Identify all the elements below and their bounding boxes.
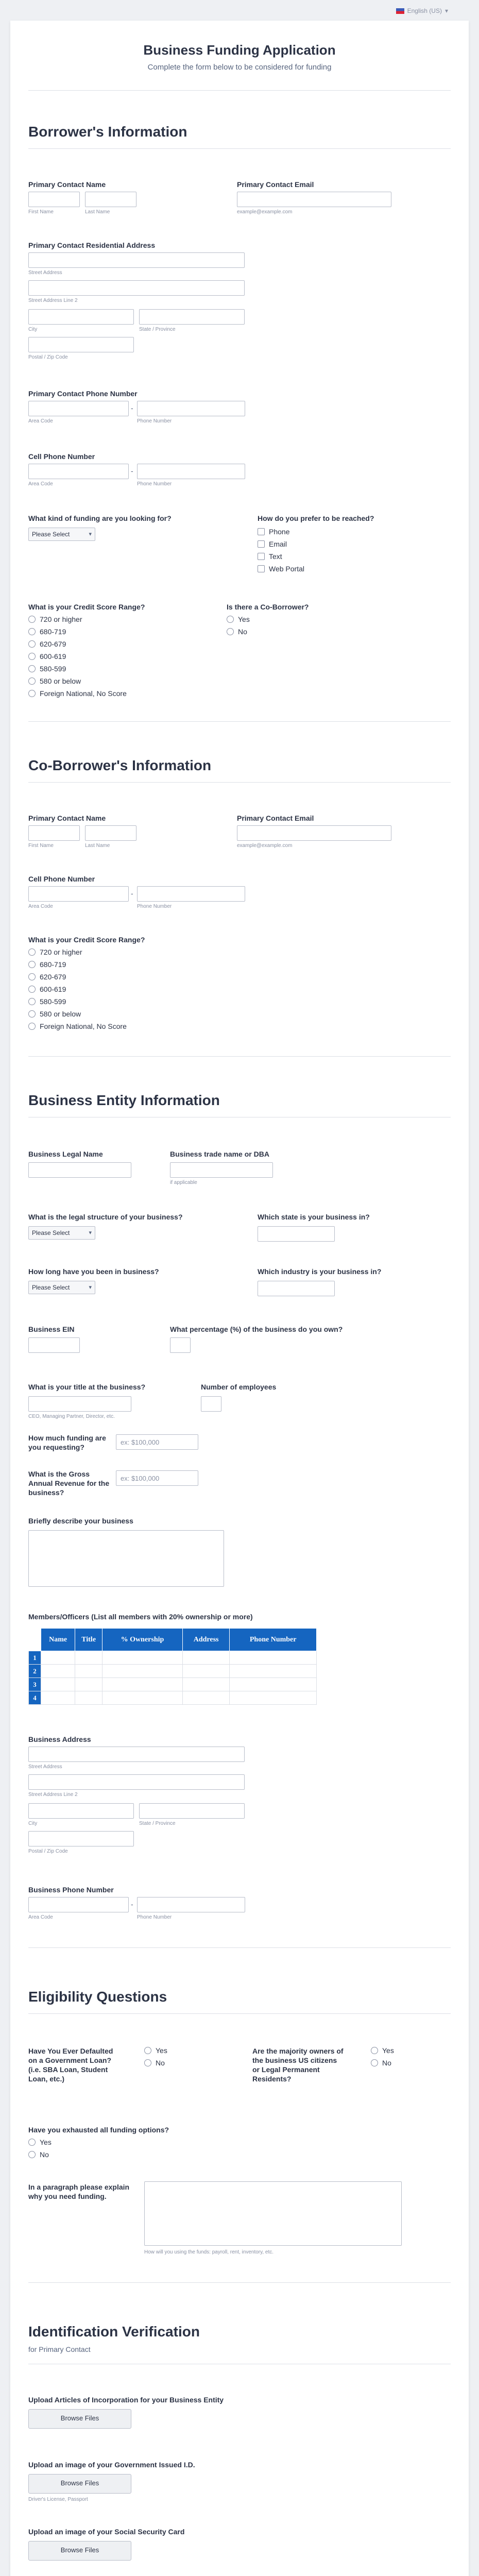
table-cell[interactable]	[41, 1665, 75, 1678]
city-sublabel: City	[28, 1821, 38, 1826]
column-header: Title	[75, 1629, 102, 1651]
primary-contact-name-label: Primary Contact Name	[28, 180, 106, 189]
divider	[28, 721, 451, 722]
dba-label: Business trade name or DBA	[170, 1150, 269, 1158]
row-number: 4	[29, 1691, 41, 1705]
radio[interactable]	[28, 690, 36, 697]
articles-label: Upload Articles of Incorporation for your Business Entity	[28, 2396, 224, 2404]
employees-input[interactable]	[201, 1396, 221, 1412]
business-zip-input[interactable]	[28, 1831, 134, 1846]
browse-id-button[interactable]: Browse Files	[28, 2474, 131, 2494]
radio[interactable]	[144, 2047, 151, 2054]
ein-label: Business EIN	[28, 1325, 75, 1333]
explain-label: In a paragraph please explain why you need funding.	[28, 2183, 130, 2200]
radio[interactable]	[28, 616, 36, 623]
credit-option[interactable]: 580-599	[28, 997, 66, 1006]
title-sublabel: CEO, Managing Partner, Director, etc.	[28, 1414, 115, 1419]
members-table	[28, 1628, 317, 1705]
coborrower-first-name-input[interactable]	[28, 825, 80, 841]
table-cell[interactable]	[182, 1651, 230, 1665]
radio[interactable]	[371, 2059, 378, 2066]
browse-articles-button[interactable]: Browse Files	[28, 2409, 131, 2429]
coborrower-option[interactable]: Yes	[227, 615, 250, 623]
street-address-2-sublabel: Street Address Line 2	[28, 1792, 78, 1798]
table-cell[interactable]	[230, 1651, 317, 1665]
defaulted-option[interactable]: No	[144, 2059, 165, 2067]
column-header: % Ownership	[102, 1629, 183, 1651]
structure-label: What is the legal structure of your business?	[28, 1213, 183, 1221]
area-code-sublabel: Area Code	[28, 904, 53, 909]
divider	[28, 2013, 451, 2014]
business-street-input[interactable]	[28, 1747, 245, 1762]
funding-kind-select[interactable]: Please Select ▾	[28, 528, 95, 541]
checkbox[interactable]	[258, 528, 265, 535]
business-state-label: Which state is your business in?	[258, 1213, 370, 1221]
form-title: Business Funding Application	[143, 42, 336, 58]
phone-label: Primary Contact Phone Number	[28, 389, 138, 398]
table-cell[interactable]	[102, 1651, 183, 1665]
eligibility-section-title: Eligibility Questions	[28, 1989, 167, 2005]
table-cell[interactable]	[230, 1665, 317, 1678]
coborrower-section-title: Co-Borrower's Information	[28, 757, 212, 773]
email-input[interactable]	[237, 192, 391, 207]
citizens-label: Are the majority owners of the business US citizens or Legal Permanent Residents?	[252, 2047, 344, 2083]
funding-amount-input[interactable]: ex: $100,000	[116, 1434, 198, 1450]
credit-option[interactable]: 680-719	[28, 628, 66, 636]
phone-dash: -	[131, 1900, 133, 1908]
ssn-label: Upload an image of your Social Security Card	[28, 2528, 185, 2536]
industry-label: Which industry is your business in?	[258, 1267, 382, 1276]
area-code-input[interactable]	[28, 401, 129, 416]
gov-id-label: Upload an image of your Government Issued I.D.	[28, 2461, 195, 2469]
reach-option[interactable]: Web Portal	[258, 565, 304, 573]
radio[interactable]	[28, 973, 36, 980]
gov-id-sublabel: Driver's License, Passport	[28, 2497, 88, 2502]
coborrower-label: Is there a Co-Borrower?	[227, 603, 309, 611]
credit-option[interactable]: Foreign National, No Score	[28, 1022, 127, 1030]
state-sublabel: State / Province	[139, 327, 176, 332]
credit-option[interactable]: 600-619	[28, 985, 66, 993]
language-selector[interactable]	[396, 7, 448, 14]
funding-amount-label: How much funding are you requesting?	[28, 1434, 106, 1451]
radio[interactable]	[144, 2059, 151, 2066]
credit-option[interactable]: 580 or below	[28, 677, 81, 685]
row-number: 2	[29, 1665, 41, 1678]
credit-option[interactable]: 680-719	[28, 960, 66, 969]
table-cell[interactable]	[41, 1678, 75, 1691]
table-row	[29, 1678, 317, 1691]
radio[interactable]	[28, 1023, 36, 1030]
email-sublabel: example@example.com	[237, 843, 293, 849]
radio[interactable]	[371, 2047, 378, 2054]
city-sublabel: City	[28, 327, 38, 332]
divider	[28, 90, 451, 91]
credit-option[interactable]: 600-619	[28, 652, 66, 660]
column-header: Address	[182, 1629, 230, 1651]
industry-input[interactable]	[258, 1281, 335, 1296]
last-name-sublabel: Last Name	[85, 209, 110, 215]
chevron-down-icon: ▾	[444, 7, 448, 14]
street-address-input[interactable]	[28, 252, 245, 268]
checkbox[interactable]	[258, 553, 265, 560]
years-select[interactable]: Please Select ▾	[28, 1281, 95, 1294]
table-cell[interactable]	[102, 1678, 183, 1691]
ein-input[interactable]	[28, 1337, 80, 1353]
radio[interactable]	[28, 2139, 36, 2146]
exhausted-option[interactable]: No	[28, 2150, 49, 2159]
application-form	[10, 21, 469, 2576]
exhausted-label: Have you exhausted all funding options?	[28, 2126, 169, 2134]
table-cell[interactable]	[41, 1651, 75, 1665]
cell-phone-label: Cell Phone Number	[28, 452, 95, 461]
employees-label: Number of employees	[201, 1383, 277, 1391]
zip-input[interactable]	[28, 337, 134, 352]
defaulted-label: Have You Ever Defaulted on a Government Loan? (i.e. SBA Loan, Student Loan, etc.)	[28, 2047, 113, 2083]
radio[interactable]	[28, 2151, 36, 2158]
area-code-sublabel: Area Code	[28, 418, 53, 424]
years-label: How long have you been in business?	[28, 1267, 159, 1276]
phone-number-sublabel: Phone Number	[137, 481, 172, 487]
citizens-option[interactable]: No	[371, 2059, 391, 2067]
radio[interactable]	[227, 628, 234, 635]
members-label: Members/Officers (List all members with 20% ownership or more)	[28, 1613, 253, 1621]
business-address-label: Business Address	[28, 1735, 91, 1743]
row-number: 3	[29, 1678, 41, 1691]
coborrower-name-label: Primary Contact Name	[28, 814, 106, 822]
credit-option[interactable]: 720 or higher	[28, 615, 82, 623]
credit-option[interactable]: 580-599	[28, 665, 66, 673]
revenue-label: What is the Gross Annual Revenue for the business?	[28, 1470, 110, 1497]
first-name-input[interactable]	[28, 192, 80, 207]
flag-icon	[396, 8, 404, 14]
coborrower-email-label: Primary Contact Email	[237, 814, 314, 822]
ownership-percent-input[interactable]	[170, 1337, 191, 1353]
table-row	[29, 1651, 317, 1665]
table-cell[interactable]	[75, 1651, 102, 1665]
radio[interactable]	[28, 628, 36, 635]
table-cell[interactable]	[230, 1691, 317, 1705]
describe-textarea[interactable]	[28, 1530, 224, 1587]
business-state-province-input[interactable]	[139, 1803, 245, 1819]
business-phone-label: Business Phone Number	[28, 1886, 114, 1894]
table-cell[interactable]	[182, 1678, 230, 1691]
citizens-option[interactable]: Yes	[371, 2046, 394, 2055]
business-area-code-input[interactable]	[28, 1897, 129, 1912]
state-sublabel: State / Province	[139, 1821, 176, 1826]
exhausted-option[interactable]: Yes	[28, 2138, 52, 2146]
table-cell[interactable]	[182, 1665, 230, 1678]
reach-option[interactable]: Email	[258, 540, 287, 548]
divider	[28, 2282, 451, 2283]
area-code-sublabel: Area Code	[28, 481, 53, 487]
radio[interactable]	[28, 998, 36, 1005]
describe-label: Briefly describe your business	[28, 1517, 133, 1525]
coborrower-last-name-input[interactable]	[85, 825, 136, 841]
column-header: Name	[41, 1629, 75, 1651]
revenue-input[interactable]: ex: $100,000	[116, 1470, 198, 1486]
table-cell[interactable]	[230, 1678, 317, 1691]
radio[interactable]	[227, 616, 234, 623]
coborrower-area-code-input[interactable]	[28, 886, 129, 902]
table-cell[interactable]	[41, 1691, 75, 1705]
area-code-sublabel: Area Code	[28, 1914, 53, 1920]
last-name-input[interactable]	[85, 192, 136, 207]
radio[interactable]	[28, 640, 36, 648]
cell-number-input[interactable]	[137, 464, 245, 479]
borrower-section-title: Borrower's Information	[28, 124, 187, 140]
table-cell[interactable]	[75, 1678, 102, 1691]
table-cell[interactable]	[102, 1691, 183, 1705]
primary-contact-email-label: Primary Contact Email	[237, 180, 314, 189]
table-cell[interactable]	[75, 1691, 102, 1705]
street-address-sublabel: Street Address	[28, 270, 62, 276]
reach-option[interactable]: Phone	[258, 528, 289, 536]
coborrower-email-input[interactable]	[237, 825, 391, 841]
business-city-input[interactable]	[28, 1803, 134, 1819]
divider	[28, 1056, 451, 1057]
table-row	[29, 1665, 317, 1678]
cell-area-code-input[interactable]	[28, 464, 129, 479]
phone-dash: -	[131, 467, 133, 475]
table-cell[interactable]	[102, 1665, 183, 1678]
checkbox[interactable]	[258, 540, 265, 548]
dba-sublabel: if applicable	[170, 1180, 197, 1185]
ownership-percent-label: What percentage (%) of the business do you own?	[170, 1325, 343, 1333]
first-name-sublabel: First Name	[28, 209, 54, 215]
radio[interactable]	[28, 961, 36, 968]
credit-option[interactable]: 720 or higher	[28, 948, 82, 956]
radio[interactable]	[28, 653, 36, 660]
identification-section-subtitle: for Primary Contact	[28, 2345, 91, 2353]
explain-sublabel: How will you using the funds: payroll, rent, inventory, etc.	[144, 2249, 274, 2255]
title-label: What is your title at the business?	[28, 1383, 146, 1391]
phone-dash: -	[131, 889, 133, 897]
form-subtitle: Complete the form below to be considered for funding	[147, 63, 332, 72]
coborrower-cell-label: Cell Phone Number	[28, 875, 95, 883]
row-number: 1	[29, 1651, 41, 1665]
title-input[interactable]	[28, 1396, 131, 1412]
structure-select[interactable]: Please Select ▾	[28, 1226, 95, 1240]
coborrower-phone-input[interactable]	[137, 886, 245, 902]
legal-name-label: Business Legal Name	[28, 1150, 103, 1158]
street-address-2-input[interactable]	[28, 280, 245, 296]
column-header: Phone Number	[230, 1629, 317, 1651]
credit-option[interactable]: Foreign National, No Score	[28, 689, 127, 698]
radio[interactable]	[28, 665, 36, 672]
divider	[28, 1947, 451, 1948]
radio[interactable]	[28, 677, 36, 685]
street-address-sublabel: Street Address	[28, 1764, 62, 1770]
radio[interactable]	[28, 1010, 36, 1018]
coborrower-credit-label: What is your Credit Score Range?	[28, 936, 145, 944]
explain-textarea[interactable]	[144, 2181, 402, 2246]
street-address-2-sublabel: Street Address Line 2	[28, 298, 78, 303]
zip-sublabel: Postal / Zip Code	[28, 1849, 68, 1854]
legal-name-input[interactable]	[28, 1162, 131, 1178]
table-row	[29, 1691, 317, 1705]
phone-number-sublabel: Phone Number	[137, 904, 172, 909]
zip-sublabel: Postal / Zip Code	[28, 354, 68, 360]
first-name-sublabel: First Name	[28, 843, 54, 849]
business-phone-input[interactable]	[137, 1897, 245, 1912]
identification-section-title: Identification Verification	[28, 2324, 200, 2340]
residential-address-label: Primary Contact Residential Address	[28, 241, 156, 249]
checkbox[interactable]	[258, 565, 265, 572]
business-section-title: Business Entity Information	[28, 1092, 220, 1108]
last-name-sublabel: Last Name	[85, 843, 110, 849]
divider	[28, 782, 451, 783]
state-input[interactable]	[139, 309, 245, 325]
radio[interactable]	[28, 948, 36, 956]
coborrower-option[interactable]: No	[227, 628, 247, 636]
radio[interactable]	[28, 986, 36, 993]
phone-number-sublabel: Phone Number	[137, 1914, 172, 1920]
business-state-input[interactable]	[258, 1226, 335, 1242]
defaulted-option[interactable]: Yes	[144, 2046, 167, 2055]
reach-option[interactable]: Text	[258, 552, 282, 561]
language-label: English (US)	[407, 7, 442, 14]
table-cell[interactable]	[75, 1665, 102, 1678]
divider	[28, 148, 451, 149]
reach-label: How do you prefer to be reached?	[258, 514, 374, 522]
email-sublabel: example@example.com	[237, 209, 293, 215]
business-street-2-input[interactable]	[28, 1774, 245, 1790]
phone-dash: -	[131, 404, 133, 412]
city-input[interactable]	[28, 309, 134, 325]
browse-ssn-button[interactable]: Browse Files	[28, 2541, 131, 2561]
credit-option[interactable]: 620-679	[28, 973, 66, 981]
phone-number-input[interactable]	[137, 401, 245, 416]
credit-option[interactable]: 620-679	[28, 640, 66, 648]
table-cell[interactable]	[182, 1691, 230, 1705]
dba-input[interactable]	[170, 1162, 273, 1178]
funding-kind-label: What kind of funding are you looking for?	[28, 514, 172, 522]
credit-option[interactable]: 580 or below	[28, 1010, 81, 1018]
phone-number-sublabel: Phone Number	[137, 418, 172, 424]
credit-score-label: What is your Credit Score Range?	[28, 603, 145, 611]
